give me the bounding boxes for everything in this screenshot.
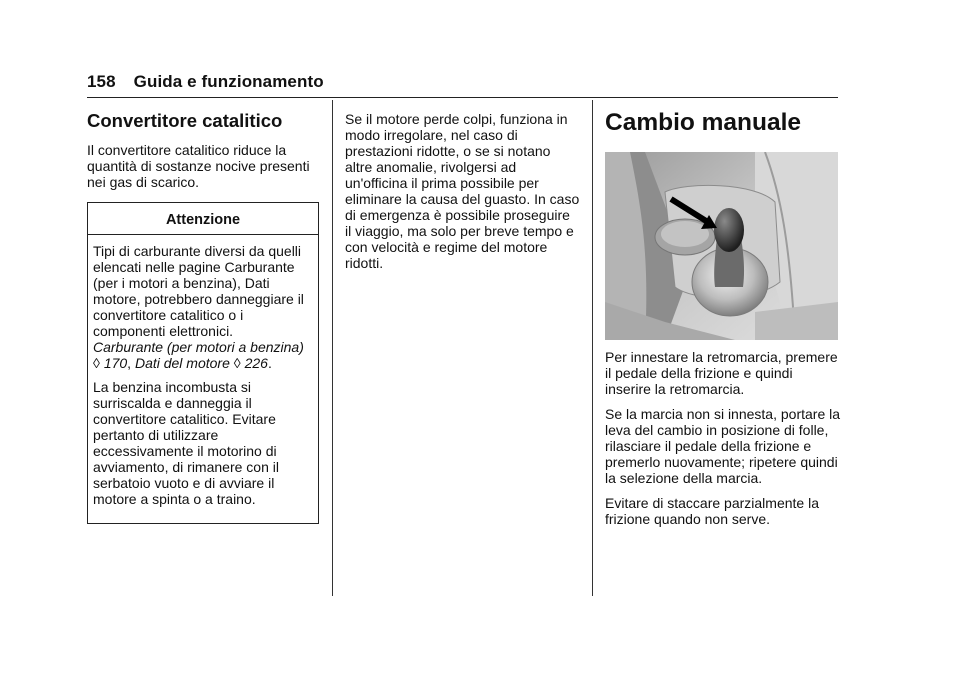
fuel-reference-link[interactable]: Carburante (per motori a benzina) <box>93 339 304 355</box>
clutch-advice-paragraph: Evitare di staccare parzialmente la frizione quando non serve. <box>605 495 819 527</box>
page-ref-arrow-icon: ◊ <box>233 355 241 371</box>
gear-shift-illustration <box>605 152 838 340</box>
reverse-gear-paragraph: Per innestare la retromarcia, premere il pedale della frizione e quindi inserire la retromarcia. <box>605 349 838 397</box>
warning-box <box>87 202 319 524</box>
section-heading-manual-gearbox: Cambio manuale <box>605 109 802 136</box>
warning-paragraph-1 <box>93 243 313 371</box>
engine-data-reference-page[interactable]: 226 <box>244 355 268 371</box>
intro-paragraph: Il convertitore catalitico riduce la quantità di sostanze nocive presenti nei gas di scarico. <box>87 142 310 190</box>
ref-end: . <box>267 355 272 371</box>
column-divider-2 <box>592 100 593 596</box>
column-3 <box>605 349 841 536</box>
ref-separator: , <box>127 355 132 371</box>
header-rule <box>87 97 838 98</box>
page-number: 158 <box>87 72 116 91</box>
column-1 <box>87 110 319 524</box>
page-ref-arrow-icon: ◊ <box>93 355 100 371</box>
section-title: Guida e funzionamento <box>133 72 324 91</box>
column-2 <box>345 111 580 280</box>
gear-not-engaged-paragraph: Se la marcia non si innesta, portare la leva del cambio in posizione di folle, rilasciare il pedale della frizione e premerlo nuovamente; ripetere quindi la selezione della marcia. <box>605 406 841 486</box>
engine-issue-paragraph: Se il motore perde colpi, funziona in modo irregolare, nel caso di prestazioni ridotte, o se si notano altre anomalie, rivolgersi ad un'officina il prima possibile per eliminare la causa del guasto. In caso di emergenza è possibile proseguire il viaggio, ma solo per breve tempo e con velocità e regime del motore ridotti. <box>345 111 580 271</box>
fuel-reference-page[interactable]: 170 <box>103 355 128 371</box>
engine-data-reference-link[interactable]: Dati del motore <box>134 355 230 371</box>
page-header <box>87 72 324 92</box>
warning-text: Tipi di carburante diversi da quelli elencati nelle pagine Carburante (per i motori a benzina), Dati motore, potrebbero danneggiare il convertitore catalitico o i componenti elettronici. <box>93 243 304 339</box>
section-heading-catalytic: Convertitore catalitico <box>87 110 283 131</box>
warning-paragraph-2: La benzina incombusta si surriscalda e danneggia il convertitore catalitico. Evitare pertanto di utilizzare eccessivamente il motorino di avviamento, di rimanere con il serbatoio vuoto e di avviare il motore a spinta o a traino. <box>93 379 279 507</box>
warning-title: Attenzione <box>88 203 318 235</box>
column-divider-1 <box>332 100 333 596</box>
